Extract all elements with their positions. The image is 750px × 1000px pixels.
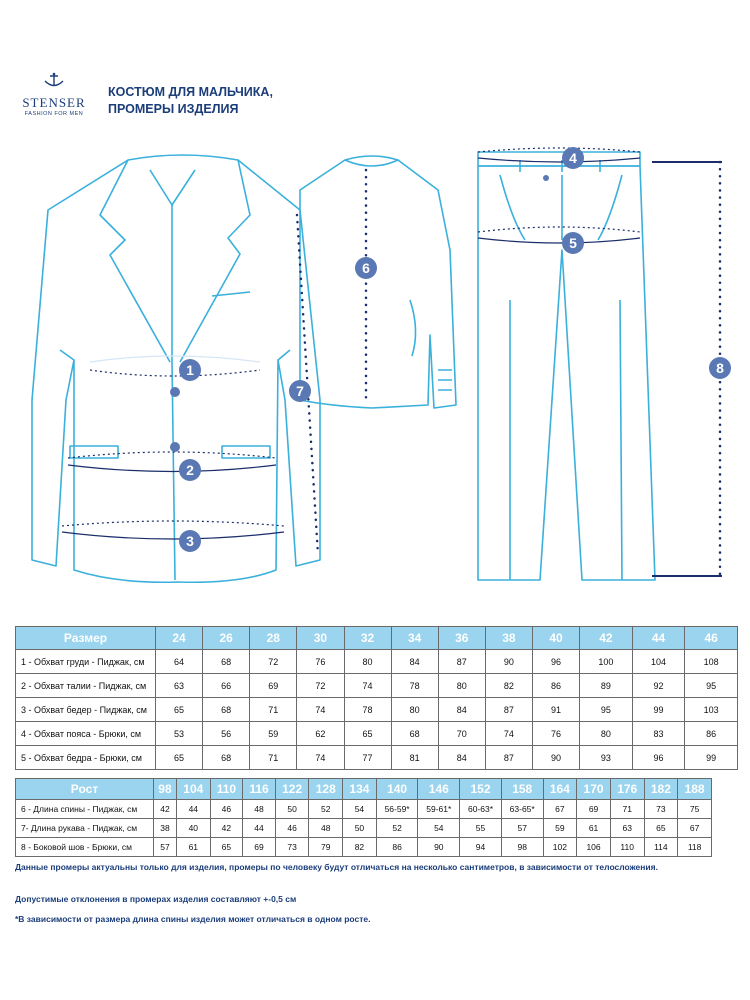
marker-2: 2 bbox=[186, 462, 194, 478]
table-cell: 81 bbox=[391, 746, 438, 770]
table-cell: 56 bbox=[203, 722, 250, 746]
table-cell: 74 bbox=[485, 722, 532, 746]
brand-tagline: FASHION FOR MEN bbox=[24, 111, 84, 117]
jacket-buttons bbox=[170, 175, 549, 452]
table-cell: 84 bbox=[438, 746, 485, 770]
height-table-column-header: 98 bbox=[154, 779, 177, 800]
table-cell: 68 bbox=[203, 746, 250, 770]
table-cell: 61 bbox=[577, 819, 611, 838]
jacket-back-drawing bbox=[300, 156, 456, 408]
table-row bbox=[16, 650, 738, 674]
table-row bbox=[16, 698, 738, 722]
table-cell: 95 bbox=[580, 698, 633, 722]
table-cell: 80 bbox=[391, 698, 438, 722]
table-cell: 52 bbox=[376, 819, 418, 838]
size-table-header bbox=[16, 627, 738, 650]
table-cell: 87 bbox=[485, 746, 532, 770]
size-table-column-header: 28 bbox=[250, 627, 297, 650]
table-cell: 104 bbox=[632, 650, 685, 674]
table-cell: 100 bbox=[580, 650, 633, 674]
table-cell: 68 bbox=[203, 650, 250, 674]
table-cell: 106 bbox=[577, 838, 611, 857]
size-table-column-header: 44 bbox=[632, 627, 685, 650]
size-table-column-header: 24 bbox=[156, 627, 203, 650]
table-cell: 48 bbox=[309, 819, 343, 838]
table-cell: 74 bbox=[344, 674, 391, 698]
table-cell: 60-63* bbox=[460, 800, 502, 819]
table-cell: 68 bbox=[391, 722, 438, 746]
table-cell: 52 bbox=[309, 800, 343, 819]
table-row bbox=[16, 722, 738, 746]
table-cell: 78 bbox=[344, 698, 391, 722]
table-cell: 68 bbox=[203, 698, 250, 722]
table-cell: 48 bbox=[243, 800, 276, 819]
table-row bbox=[16, 838, 712, 857]
height-table-column-header: 158 bbox=[501, 779, 543, 800]
table-cell: 99 bbox=[685, 746, 738, 770]
marker-5: 5 bbox=[569, 235, 577, 251]
table-cell: 59 bbox=[543, 819, 577, 838]
height-table bbox=[15, 778, 712, 857]
row-label: 2 - Обхват талии - Пиджак, см bbox=[16, 674, 156, 698]
table-cell: 77 bbox=[344, 746, 391, 770]
table-cell: 63-65* bbox=[501, 800, 543, 819]
table-cell: 83 bbox=[632, 722, 685, 746]
table-cell: 62 bbox=[297, 722, 344, 746]
row-label: 4 - Обхват пояса - Брюки, см bbox=[16, 722, 156, 746]
row-label: 1 - Обхват груди - Пиджак, см bbox=[16, 650, 156, 674]
table-cell: 72 bbox=[250, 650, 297, 674]
size-table bbox=[15, 626, 738, 770]
table-cell: 82 bbox=[343, 838, 377, 857]
table-cell: 65 bbox=[210, 838, 243, 857]
table-cell: 96 bbox=[632, 746, 685, 770]
table-cell: 75 bbox=[678, 800, 712, 819]
table-cell: 103 bbox=[685, 698, 738, 722]
row-label: 3 - Обхват бедер - Пиджак, см bbox=[16, 698, 156, 722]
table-cell: 90 bbox=[418, 838, 460, 857]
height-table-header bbox=[16, 779, 712, 800]
row-label: 5 - Обхват бедра - Брюки, см bbox=[16, 746, 156, 770]
table-cell: 90 bbox=[485, 650, 532, 674]
height-table-column-header: 134 bbox=[343, 779, 377, 800]
table-cell: 63 bbox=[156, 674, 203, 698]
height-table-column-header: 140 bbox=[376, 779, 418, 800]
table-cell: 92 bbox=[632, 674, 685, 698]
brand-name: STENSER bbox=[22, 95, 86, 110]
table-cell: 84 bbox=[438, 698, 485, 722]
table-cell: 54 bbox=[418, 819, 460, 838]
table-cell: 71 bbox=[250, 698, 297, 722]
height-table-column-header: 164 bbox=[543, 779, 577, 800]
table-cell: 54 bbox=[343, 800, 377, 819]
table-cell: 70 bbox=[438, 722, 485, 746]
height-table-column-header: 104 bbox=[176, 779, 210, 800]
size-table-column-header: 38 bbox=[485, 627, 532, 650]
table-cell: 65 bbox=[156, 698, 203, 722]
table-row bbox=[16, 800, 712, 819]
height-table-column-header: 152 bbox=[460, 779, 502, 800]
size-table-column-header: 32 bbox=[344, 627, 391, 650]
table-cell: 91 bbox=[533, 698, 580, 722]
table-cell: 50 bbox=[343, 819, 377, 838]
height-table-column-header: 176 bbox=[610, 779, 644, 800]
table-cell: 86 bbox=[533, 674, 580, 698]
row-label: 8 - Боковой шов - Брюки, см bbox=[16, 838, 154, 857]
table-cell: 80 bbox=[344, 650, 391, 674]
table-cell: 44 bbox=[243, 819, 276, 838]
table-cell: 71 bbox=[250, 746, 297, 770]
table-cell: 96 bbox=[533, 650, 580, 674]
table-cell: 53 bbox=[156, 722, 203, 746]
height-table-column-header: 146 bbox=[418, 779, 460, 800]
table-cell: 42 bbox=[210, 819, 243, 838]
height-table-column-header: 116 bbox=[243, 779, 276, 800]
table-row bbox=[16, 746, 738, 770]
table-cell: 66 bbox=[203, 674, 250, 698]
table-cell: 65 bbox=[156, 746, 203, 770]
size-table-column-header: 26 bbox=[203, 627, 250, 650]
table-cell: 67 bbox=[678, 819, 712, 838]
table-cell: 80 bbox=[438, 674, 485, 698]
table-cell: 74 bbox=[297, 698, 344, 722]
table-cell: 110 bbox=[610, 838, 644, 857]
title-line-2: ПРОМЕРЫ ИЗДЕЛИЯ bbox=[108, 102, 239, 116]
table-cell: 93 bbox=[580, 746, 633, 770]
table-cell: 57 bbox=[501, 819, 543, 838]
table-cell: 80 bbox=[580, 722, 633, 746]
table-cell: 61 bbox=[176, 838, 210, 857]
jacket-front-drawing bbox=[32, 155, 320, 582]
size-table-column-header: 42 bbox=[580, 627, 633, 650]
height-table-column-header: 182 bbox=[644, 779, 678, 800]
table-cell: 44 bbox=[176, 800, 210, 819]
note-back-length: *В зависимости от размера длина спины изделия может отличаться в одном росте. bbox=[15, 914, 371, 924]
marker-4: 4 bbox=[569, 150, 577, 166]
table-cell: 86 bbox=[376, 838, 418, 857]
table-cell: 55 bbox=[460, 819, 502, 838]
size-table-column-header: 30 bbox=[297, 627, 344, 650]
table-row bbox=[16, 819, 712, 838]
table-cell: 78 bbox=[391, 674, 438, 698]
row-label: 6 - Длина спины - Пиджак, см bbox=[16, 800, 154, 819]
table-cell: 67 bbox=[543, 800, 577, 819]
marker-7: 7 bbox=[296, 383, 304, 399]
table-cell: 69 bbox=[243, 838, 276, 857]
table-cell: 102 bbox=[543, 838, 577, 857]
table-cell: 87 bbox=[485, 698, 532, 722]
table-cell: 63 bbox=[610, 819, 644, 838]
table-cell: 72 bbox=[297, 674, 344, 698]
table-row bbox=[16, 674, 738, 698]
table-cell: 71 bbox=[610, 800, 644, 819]
table-cell: 46 bbox=[275, 819, 309, 838]
table-cell: 79 bbox=[309, 838, 343, 857]
table-cell: 90 bbox=[533, 746, 580, 770]
table-cell: 65 bbox=[344, 722, 391, 746]
size-table-header-label: Размер bbox=[16, 627, 156, 650]
table-cell: 65 bbox=[644, 819, 678, 838]
height-table-column-header: 110 bbox=[210, 779, 243, 800]
trousers-drawing bbox=[478, 152, 655, 580]
table-cell: 108 bbox=[685, 650, 738, 674]
note-actual: Данные промеры актуальны только для изделия, промеры по человеку будут отличаться на несколько сантиметров, в зависимости от телосложения. bbox=[15, 862, 658, 872]
table-cell: 82 bbox=[485, 674, 532, 698]
table-cell: 89 bbox=[580, 674, 633, 698]
table-cell: 87 bbox=[438, 650, 485, 674]
note-tolerance: Допустимые отклонения в промерах изделия составляют +-0,5 см bbox=[15, 894, 297, 904]
table-cell: 118 bbox=[678, 838, 712, 857]
table-cell: 74 bbox=[297, 746, 344, 770]
size-table-column-header: 40 bbox=[533, 627, 580, 650]
table-cell: 64 bbox=[156, 650, 203, 674]
table-cell: 99 bbox=[632, 698, 685, 722]
table-cell: 94 bbox=[460, 838, 502, 857]
marker-1: 1 bbox=[186, 362, 194, 378]
size-table-column-header: 36 bbox=[438, 627, 485, 650]
table-cell: 86 bbox=[685, 722, 738, 746]
height-table-header-label: Рост bbox=[16, 779, 154, 800]
marker-6: 6 bbox=[362, 260, 370, 276]
table-cell: 76 bbox=[297, 650, 344, 674]
table-cell: 50 bbox=[275, 800, 309, 819]
table-cell: 95 bbox=[685, 674, 738, 698]
size-table-column-header: 34 bbox=[391, 627, 438, 650]
table-cell: 114 bbox=[644, 838, 678, 857]
table-cell: 40 bbox=[176, 819, 210, 838]
table-cell: 38 bbox=[154, 819, 177, 838]
table-cell: 84 bbox=[391, 650, 438, 674]
table-cell: 98 bbox=[501, 838, 543, 857]
table-cell: 76 bbox=[533, 722, 580, 746]
marker-3: 3 bbox=[186, 533, 194, 549]
height-table-column-header: 170 bbox=[577, 779, 611, 800]
table-cell: 73 bbox=[644, 800, 678, 819]
table-cell: 73 bbox=[275, 838, 309, 857]
height-table-column-header: 122 bbox=[275, 779, 309, 800]
table-cell: 69 bbox=[250, 674, 297, 698]
table-cell: 56-59* bbox=[376, 800, 418, 819]
table-cell: 57 bbox=[154, 838, 177, 857]
table-cell: 59-61* bbox=[418, 800, 460, 819]
table-cell: 42 bbox=[154, 800, 177, 819]
title-line-1: КОСТЮМ ДЛЯ МАЛЬЧИКА, bbox=[108, 85, 273, 99]
size-table-column-header: 46 bbox=[685, 627, 738, 650]
height-table-column-header: 128 bbox=[309, 779, 343, 800]
marker-8: 8 bbox=[716, 360, 724, 376]
height-table-column-header: 188 bbox=[678, 779, 712, 800]
row-label: 7- Длина рукава - Пиджак, см bbox=[16, 819, 154, 838]
table-cell: 69 bbox=[577, 800, 611, 819]
table-cell: 46 bbox=[210, 800, 243, 819]
table-cell: 59 bbox=[250, 722, 297, 746]
